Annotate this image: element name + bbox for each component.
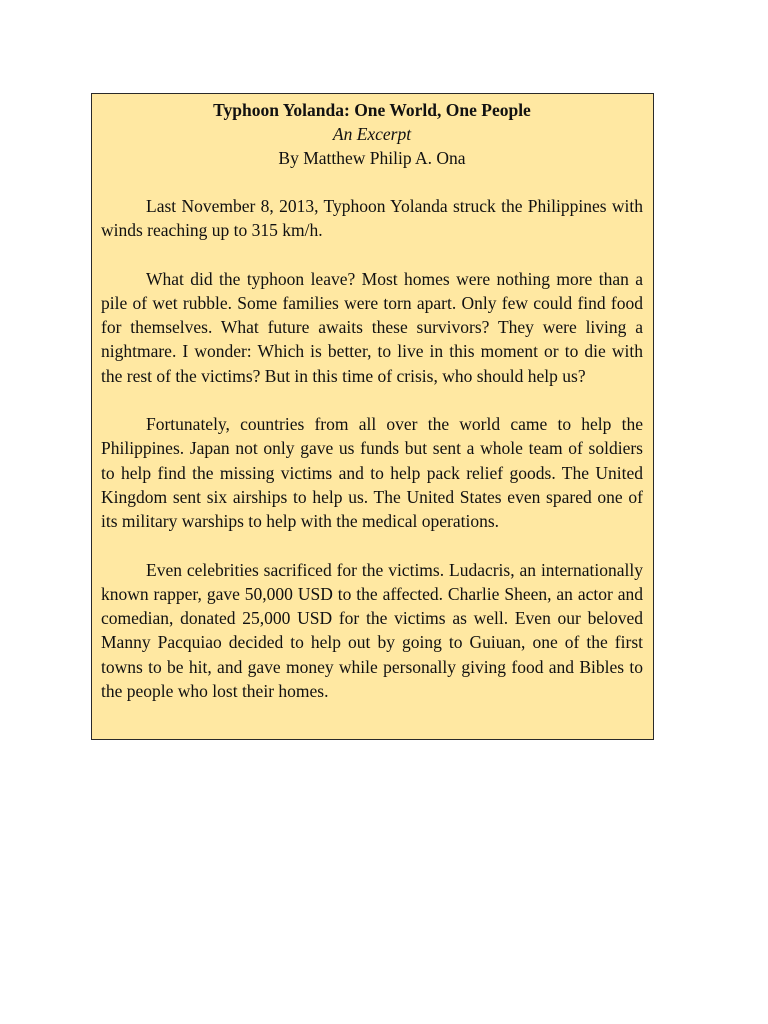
paragraph-3: Fortunately, countries from all over the world came to help the Philippines. Japan not only gave us funds but sent a whole team of soldiers to help find the missing victims and to help pack relief goods. The United Kingdom sent six airships to help us. The United States even spared one of its military warships to help with the medical operations. xyxy=(101,414,643,532)
document-byline: By Matthew Philip A. Ona xyxy=(278,148,466,168)
excerpt-box xyxy=(91,93,654,740)
paragraph-1: Last November 8, 2013, Typhoon Yolanda struck the Philippines with winds reaching up to 315 km/h. xyxy=(101,196,643,241)
document-subtitle: An Excerpt xyxy=(332,124,412,144)
paragraph-4: Even celebrities sacrificed for the victims. Ludacris, an internationally known rapper, gave 50,000 USD to the affected. Charlie Sheen, an actor and comedian, donated 25,000 USD for the victims as well. Even our beloved Manny Pacquiao decided to help out by going to Guiuan, one of the first towns to be hit, and gave money while personally giving food and Bibles to the people who lost their homes. xyxy=(101,559,643,702)
document-title: Typhoon Yolanda: One World, One People xyxy=(213,100,531,120)
paragraph-2: What did the typhoon leave? Most homes were nothing more than a pile of wet rubble. Some families were torn apart. Only few could find food for themselves. What future awaits these survivors? They were living a nightmare. I wonder: Which is better, to live in this moment or to die with the rest of the victims? But in this time of crisis, who should help us? xyxy=(101,268,643,386)
